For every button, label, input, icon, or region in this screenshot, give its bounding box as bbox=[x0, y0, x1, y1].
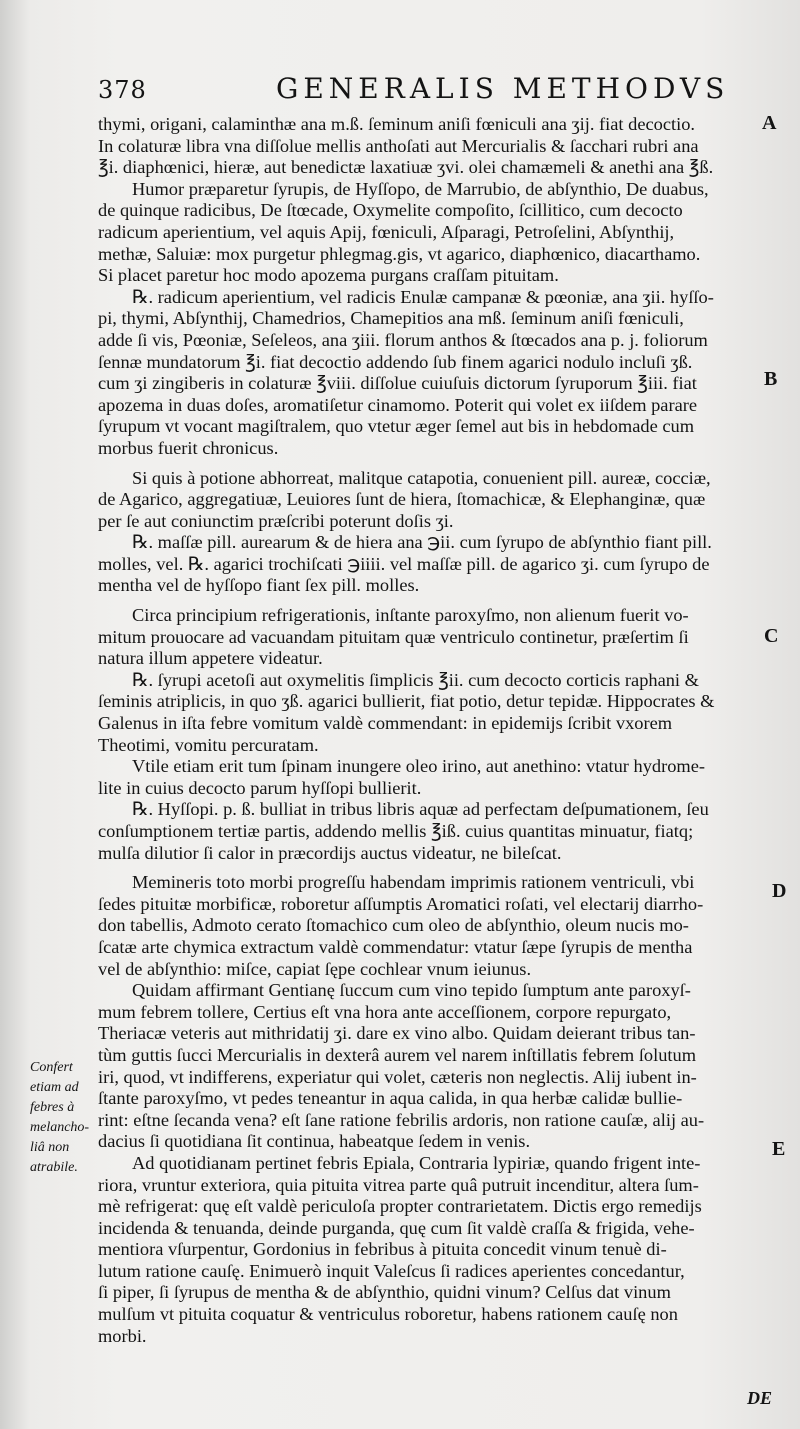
text-line: methæ, Saluiæ: mox purgetur phlegmag.gis, vt agarico, diaphœnico, diacarthamo. bbox=[98, 243, 701, 264]
page-header bbox=[98, 70, 778, 106]
text-line: ſedes pituitæ morbificæ, roboretur aſſumptis Aromatici roſati, vel electarij diarrho- bbox=[98, 893, 704, 914]
text-line: Si placet paretur hoc modo apozema purgans craſſam pituitam. bbox=[98, 265, 559, 286]
text-line: morbus fuerit chronicus. bbox=[98, 437, 279, 458]
text-line: de quinque radicibus, De ſtœcade, Oxymelite compoſito, ſcillitico, cum decocto bbox=[98, 200, 683, 221]
text-line: rint: eſtne ſecanda vena? eſt ſane ratione febrilis ardoris, non ratione cauſæ, alij au- bbox=[98, 1109, 705, 1130]
text-line: ſi piper, ſi ſyrupus de mentha & de abſynthio, quidni vinum? Celſus dat vinum bbox=[98, 1282, 671, 1303]
text-line: ℥i. diaphœnici, hieræ, aut benedictæ laxatiuæ ʒvi. olei chamæmeli & anethi ana ℥ß. bbox=[98, 157, 714, 178]
recipe-start: ℞. ſyrupi acetoſi aut oxymelitis ſimplicis ℥ii. cum decocto corticis raphani & bbox=[132, 669, 699, 690]
paragraph-start: Vtile etiam erit tum ſpinam inungere oleo irino, aut anethino: vtatur hydrome- bbox=[132, 756, 706, 777]
text-line: don tabellis, Admoto cerato ſtomachico cum oleo de abſynthio, oleum nucis mo- bbox=[98, 915, 689, 936]
text-line: tùm guttis ſucci Mercurialis in dexterâ aurem vel narem inſtillatis febrem ſolutum bbox=[98, 1044, 697, 1065]
text-line: mulſa dilutior ſi calor in præcordijs auctus videatur, ne bileſcat. bbox=[98, 842, 562, 863]
catchword: DE bbox=[746, 1388, 772, 1408]
running-title: GENERALIS METHODVS bbox=[276, 72, 730, 105]
text-line: pi, thymi, Abſynthij, Chamedrios, Chamepitios ana mß. ſeminum aniſi fœniculi, bbox=[98, 308, 684, 329]
text-line: ſcatæ arte chymica extractum valdè commendatur: vtatur ſæpe ſyrupis de mentha bbox=[98, 936, 693, 957]
paragraph-start: Humor præparetur ſyrupis, de Hyſſopo, de Marrubio, de abſynthio, De duabus, bbox=[132, 178, 709, 199]
text-line: natura illum appetere videatur. bbox=[98, 648, 323, 669]
text-line: incidenda & tenuanda, deinde purganda, quę cum ſit valdè craſſa & frigida, vehe- bbox=[98, 1217, 695, 1238]
paragraph-start: Circa principium refrigerationis, inſtante paroxyſmo, non alienum fuerit vo- bbox=[132, 605, 689, 626]
text-line: molles, vel. ℞. agarici trochiſcati ℈iiii. vel maſſæ pill. de agarico ʒi. cum ſyrupo de bbox=[98, 553, 710, 574]
marginal-note-line: liâ non bbox=[30, 1140, 70, 1155]
text-line: lite in cuius decocto parum hyſſopi bullierit. bbox=[98, 777, 422, 798]
text-line: ſtante paroxyſmo, vt pedes teneantur in aqua calida, in qua herbæ calidæ bullie- bbox=[98, 1088, 683, 1109]
margin-letter-e: E bbox=[772, 1138, 786, 1160]
margin-letter-a: A bbox=[762, 112, 777, 134]
text-line: conſumptionem tertiæ partis, addendo mellis ℥iß. cuius quantitas minuatur, fiatq; bbox=[98, 821, 694, 841]
text-line: Galenus in iſta febre vomitum valdè commendant: in epidemijs ſcribit vxorem bbox=[98, 713, 673, 734]
marginal-note-line: melancho- bbox=[30, 1120, 90, 1135]
paragraph-start: Memineris toto morbi progreſſu habendam imprimis rationem ventriculi, vbi bbox=[132, 872, 695, 893]
text-line: iri, quod, vt indifferens, experiatur qui volet, cæteris non neglectis. Alij iubent in- bbox=[98, 1066, 697, 1087]
text-line: Theotimi, vomitu percuratam. bbox=[98, 734, 319, 755]
text-line: thymi, origani, calaminthæ ana m.ß. ſeminum aniſi fœniculi ana ʒij. fiat decoctio. bbox=[98, 114, 696, 134]
paragraph-start: Quidam affirmant Gentianę ſuccum cum vino tepido ſumptum ante paroxyſ- bbox=[132, 980, 691, 1001]
text-line: per ſe aut coniunctim præſcribi poterunt doſis ʒi. bbox=[98, 510, 454, 531]
text-line: adde ſi vis, Pœoniæ, Seſeleos, ana ʒiii. florum anthos & ſtœcados ana p. j. foliorum bbox=[98, 329, 708, 350]
text-line: In colaturæ libra vna diſſolue mellis anthoſati aut Mercurialis & ſacchari rubri ana bbox=[98, 135, 699, 156]
text-line: ſennæ mundatorum ℥i. fiat decoctio addendo ſub finem agarici nodulo incluſi ʒß. bbox=[98, 351, 693, 372]
marginal-note-line: febres à bbox=[30, 1100, 75, 1115]
text-line: ſyrupum vt vocant magiſtralem, quo vtetur æger ſemel aut bis in hebdomade cum bbox=[98, 416, 695, 437]
recipe-start: ℞. maſſæ pill. aurearum & de hiera ana ℈ii. cum ſyrupo de abſynthio fiant pill. bbox=[132, 532, 712, 553]
marginal-note-line: etiam ad bbox=[30, 1080, 79, 1095]
text-line: mulſum vt pituita coquatur & ventriculus roboretur, habens rationem cauſę non bbox=[98, 1304, 678, 1325]
recipe-start: ℞. Hyſſopi. p. ß. bulliat in tribus libris aquæ ad perfectam deſpumationem, ſeu bbox=[132, 799, 709, 820]
text-line: dacius ſi quotidiana ſit continua, habeatque ſedem in venis. bbox=[98, 1131, 531, 1152]
text-line: mè refrigerat: quę eſt valdè periculoſa propter contrarietatem. Dictis ergo remedijs bbox=[98, 1196, 702, 1217]
marginal-note-line: Confert bbox=[30, 1060, 73, 1075]
text-line: morbi. bbox=[98, 1325, 147, 1346]
margin-letter-b: B bbox=[764, 368, 778, 390]
text-line: ſeminis atriplicis, in quo ʒß. agarici bullierit, fiat potio, detur tepidæ. Hippocrates & bbox=[98, 691, 715, 712]
text-line: cum ʒi zingiberis in colaturæ ℥viii. diſſolue cuiuſuis dictorum ſyruporum ℥iii. fiat bbox=[98, 373, 697, 394]
text-line: mitum prouocare ad vacuandam pituitam quæ ventriculo continetur, præſertim ſi bbox=[98, 626, 689, 647]
text-line: riora, vruntur exteriora, quia pituita vitrea parte quâ putruit incenditur, altera ſum- bbox=[98, 1174, 699, 1195]
margin-letter-d: D bbox=[772, 880, 787, 902]
text-line: vel de abſynthio: miſce, capiat ſępe cochlear vnum ieiunus. bbox=[98, 958, 532, 979]
text-line: mum febrem tollere, Certius eſt vna hora ante acceſſionem, corpore repurgato, bbox=[98, 1001, 672, 1022]
body-text bbox=[98, 114, 768, 1347]
margin-letter-c: C bbox=[764, 625, 779, 647]
text-line: lutum ratione cauſę. Enimuerò inquit Valeſcus ſi radices aperientes concedantur, bbox=[98, 1260, 685, 1281]
text-line: radicum aperientium, vel aquis Apij, fœniculi, Aſparagi, Petroſelini, Abſynthij, bbox=[98, 221, 675, 242]
text-line: de Agarico, aggregatiuæ, Leuiores ſunt de hiera, ſtomachicæ, & Elephanginæ, quæ bbox=[98, 489, 706, 510]
marginal-note-line: atrabile. bbox=[30, 1160, 78, 1175]
text-line: mentha vel de hyſſopo fiant ſex pill. molles. bbox=[98, 575, 420, 596]
text-line: mentiora vſurpentur, Gordonius in febribus à pituita concedit vinum tenuè di- bbox=[98, 1239, 667, 1260]
recipe-start: ℞. radicum aperientium, vel radicis Enulæ campanæ & pœoniæ, ana ʒii. hyſſo- bbox=[132, 286, 714, 307]
marginal-note bbox=[30, 1058, 92, 1178]
paragraph-start: Si quis à potione abhorreat, malitque catapotia, conuenient pill. aureæ, cocciæ, bbox=[132, 467, 711, 488]
text-line: Theriacæ veteris aut mithridatij ʒi. dare ex vino albo. Quidam deierant tribus tan- bbox=[98, 1023, 696, 1044]
page-number: 378 bbox=[98, 76, 147, 104]
paragraph-start: Ad quotidianam pertinet febris Epiala, Contraria lypiriæ, quando frigent inte- bbox=[132, 1152, 701, 1173]
text-line: apozema in duas doſes, aromatiſetur cinamomo. Poterit qui volet ex iiſdem parare bbox=[98, 394, 698, 415]
